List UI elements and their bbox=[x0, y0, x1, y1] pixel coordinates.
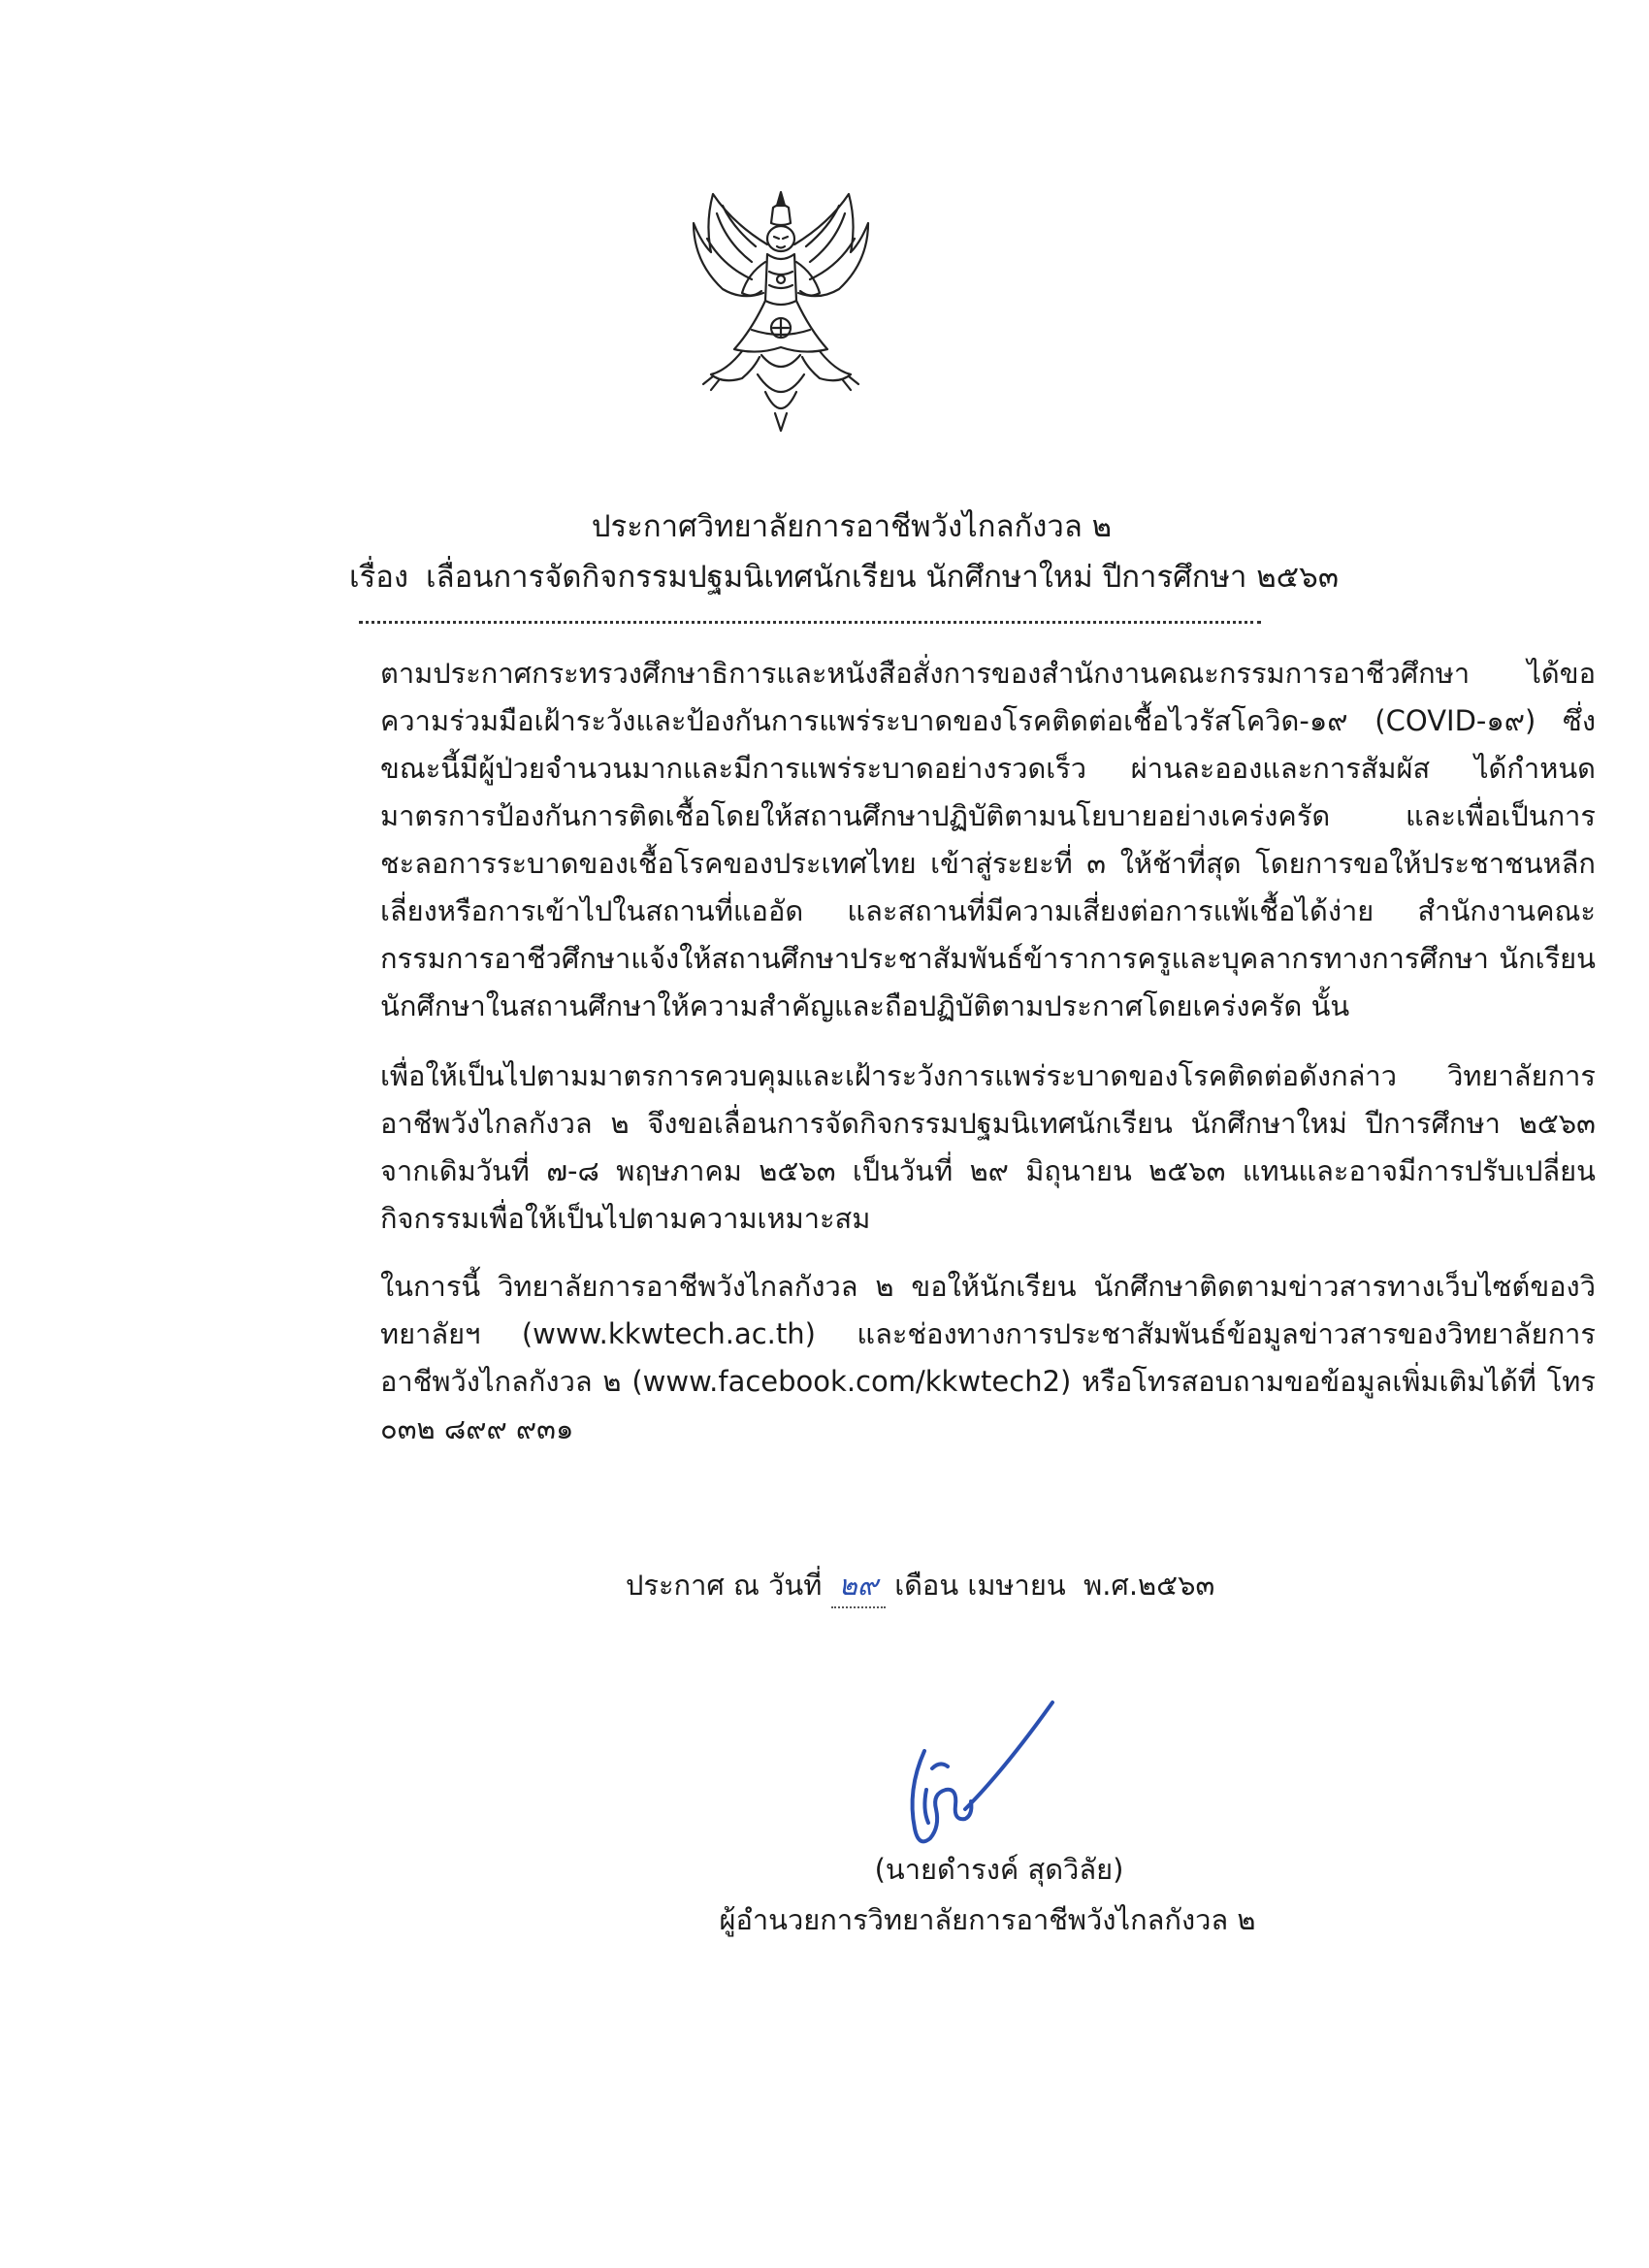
date-year: พ.ศ.๒๕๖๓ bbox=[1083, 1569, 1215, 1602]
date-prefix: ประกาศ ณ วันที่ bbox=[626, 1569, 823, 1602]
announcement-subject bbox=[0, 557, 1649, 598]
signer-name: (นายดำรงค์ สุดวิลัย) bbox=[874, 1853, 1124, 1886]
announcement-title: ประกาศวิทยาลัยการอาชีพวังไกลกังวล ๒ bbox=[591, 509, 1113, 544]
body-paragraph-3: ในการนี้ วิทยาลัยการอาชีพวังไกลกังวล ๒ ขอให้นักเรียน นักศึกษาติดตามข่าวสารทางเว็บไซต์ของวิทยาลัยฯ (www.kkwtech.ac.th) และช่องทางการประชาสัมพันธ์ข้อมูลข่าวสารของวิทยาลัยการอาชีพวังไกลกังวล ๒ (www.facebook.com/kkwtech2) หรือโทรสอบถามขอข้อมูลเพิ่มเติมได้ที่ โทร ๐๓๒ ๘๙๙ ๙๓๑ bbox=[380, 1270, 1596, 1445]
date-day: ๒๙ bbox=[831, 1564, 886, 1608]
announcement-date bbox=[626, 1564, 1214, 1608]
body-paragraph-2: เพื่อให้เป็นไปตามมาตรการควบคุมและเฝ้าระวังการแพร่ระบาดของโรคติดต่อดังกล่าว วิทยาลัยการอาชีพวังไกลกังวล ๒ จึงขอเลื่อนการจัดกิจกรรมปฐมนิเทศนักเรียน นักศึกษาใหม่ ปีการศึกษา ๒๕๖๓ จากเดิมวันที่ ๗-๘ พฤษภาคม ๒๕๖๓ เป็นวันที่ ๒๙ มิถุนายน ๒๕๖๓ แทนและอาจมีการปรับเปลี่ยนกิจกรรมเพื่อให้เป็นไปตามความเหมาะสม bbox=[380, 1059, 1596, 1235]
dotted-separator bbox=[359, 621, 1261, 624]
date-month-label: เดือน bbox=[894, 1569, 959, 1602]
date-month: เมษายน bbox=[967, 1569, 1066, 1602]
garuda-emblem-icon bbox=[684, 184, 878, 437]
body-paragraph-1: ตามประกาศกระทรวงศึกษาธิการและหนังสือสั่งการของสำนักงานคณะกรรมการอาชีวศึกษา ได้ขอความร่วมมือเฝ้าระวังและป้องกันการแพร่ระบาดของโรคติดต่อเชื้อไวรัสโควิด-๑๙ (COVID-๑๙) ซึ่งขณะนี้มีผู้ป่วยจำนวนมากและมีการแพร่ระบาดอย่างรวดเร็ว ผ่านละอองและการสัมผัส ได้กำหนดมาตรการป้องกันการติดเชื้อโดยให้สถานศึกษาปฏิบัติตามนโยบายอย่างเคร่งครัด และเพื่อเป็นการชะลอการระบาดของเชื้อโรคของประเทศไทย เข้าสู่ระยะที่ ๓ ให้ช้าที่สุด โดยการขอให้ประชาชนหลีกเลี่ยงหรือการเข้าไปในสถานที่แออัด และสถานที่มีความเสี่ยงต่อการแพ้เชื้อได้ง่าย สำนักงานคณะกรรมการอาชีวศึกษาแจ้งให้สถานศึกษาประชาสัมพันธ์ข้าราการครูและบุคลากรทางการศึกษา นักเรียน นักศึกษาในสถานศึกษาให้ความสำคัญและถือปฏิบัติตามประกาศโดยเคร่งครัด นั้น bbox=[380, 657, 1596, 1022]
subject-text: เลื่อนการจัดกิจกรรมปฐมนิเทศนักเรียน นักศึกษาใหม่ ปีการศึกษา ๒๕๖๓ bbox=[425, 560, 1340, 595]
subject-label: เรื่อง bbox=[348, 560, 408, 595]
signer-position: ผู้อำนวยการวิทยาลัยการอาชีพวังไกลกังวล ๒ bbox=[719, 1903, 1256, 1936]
